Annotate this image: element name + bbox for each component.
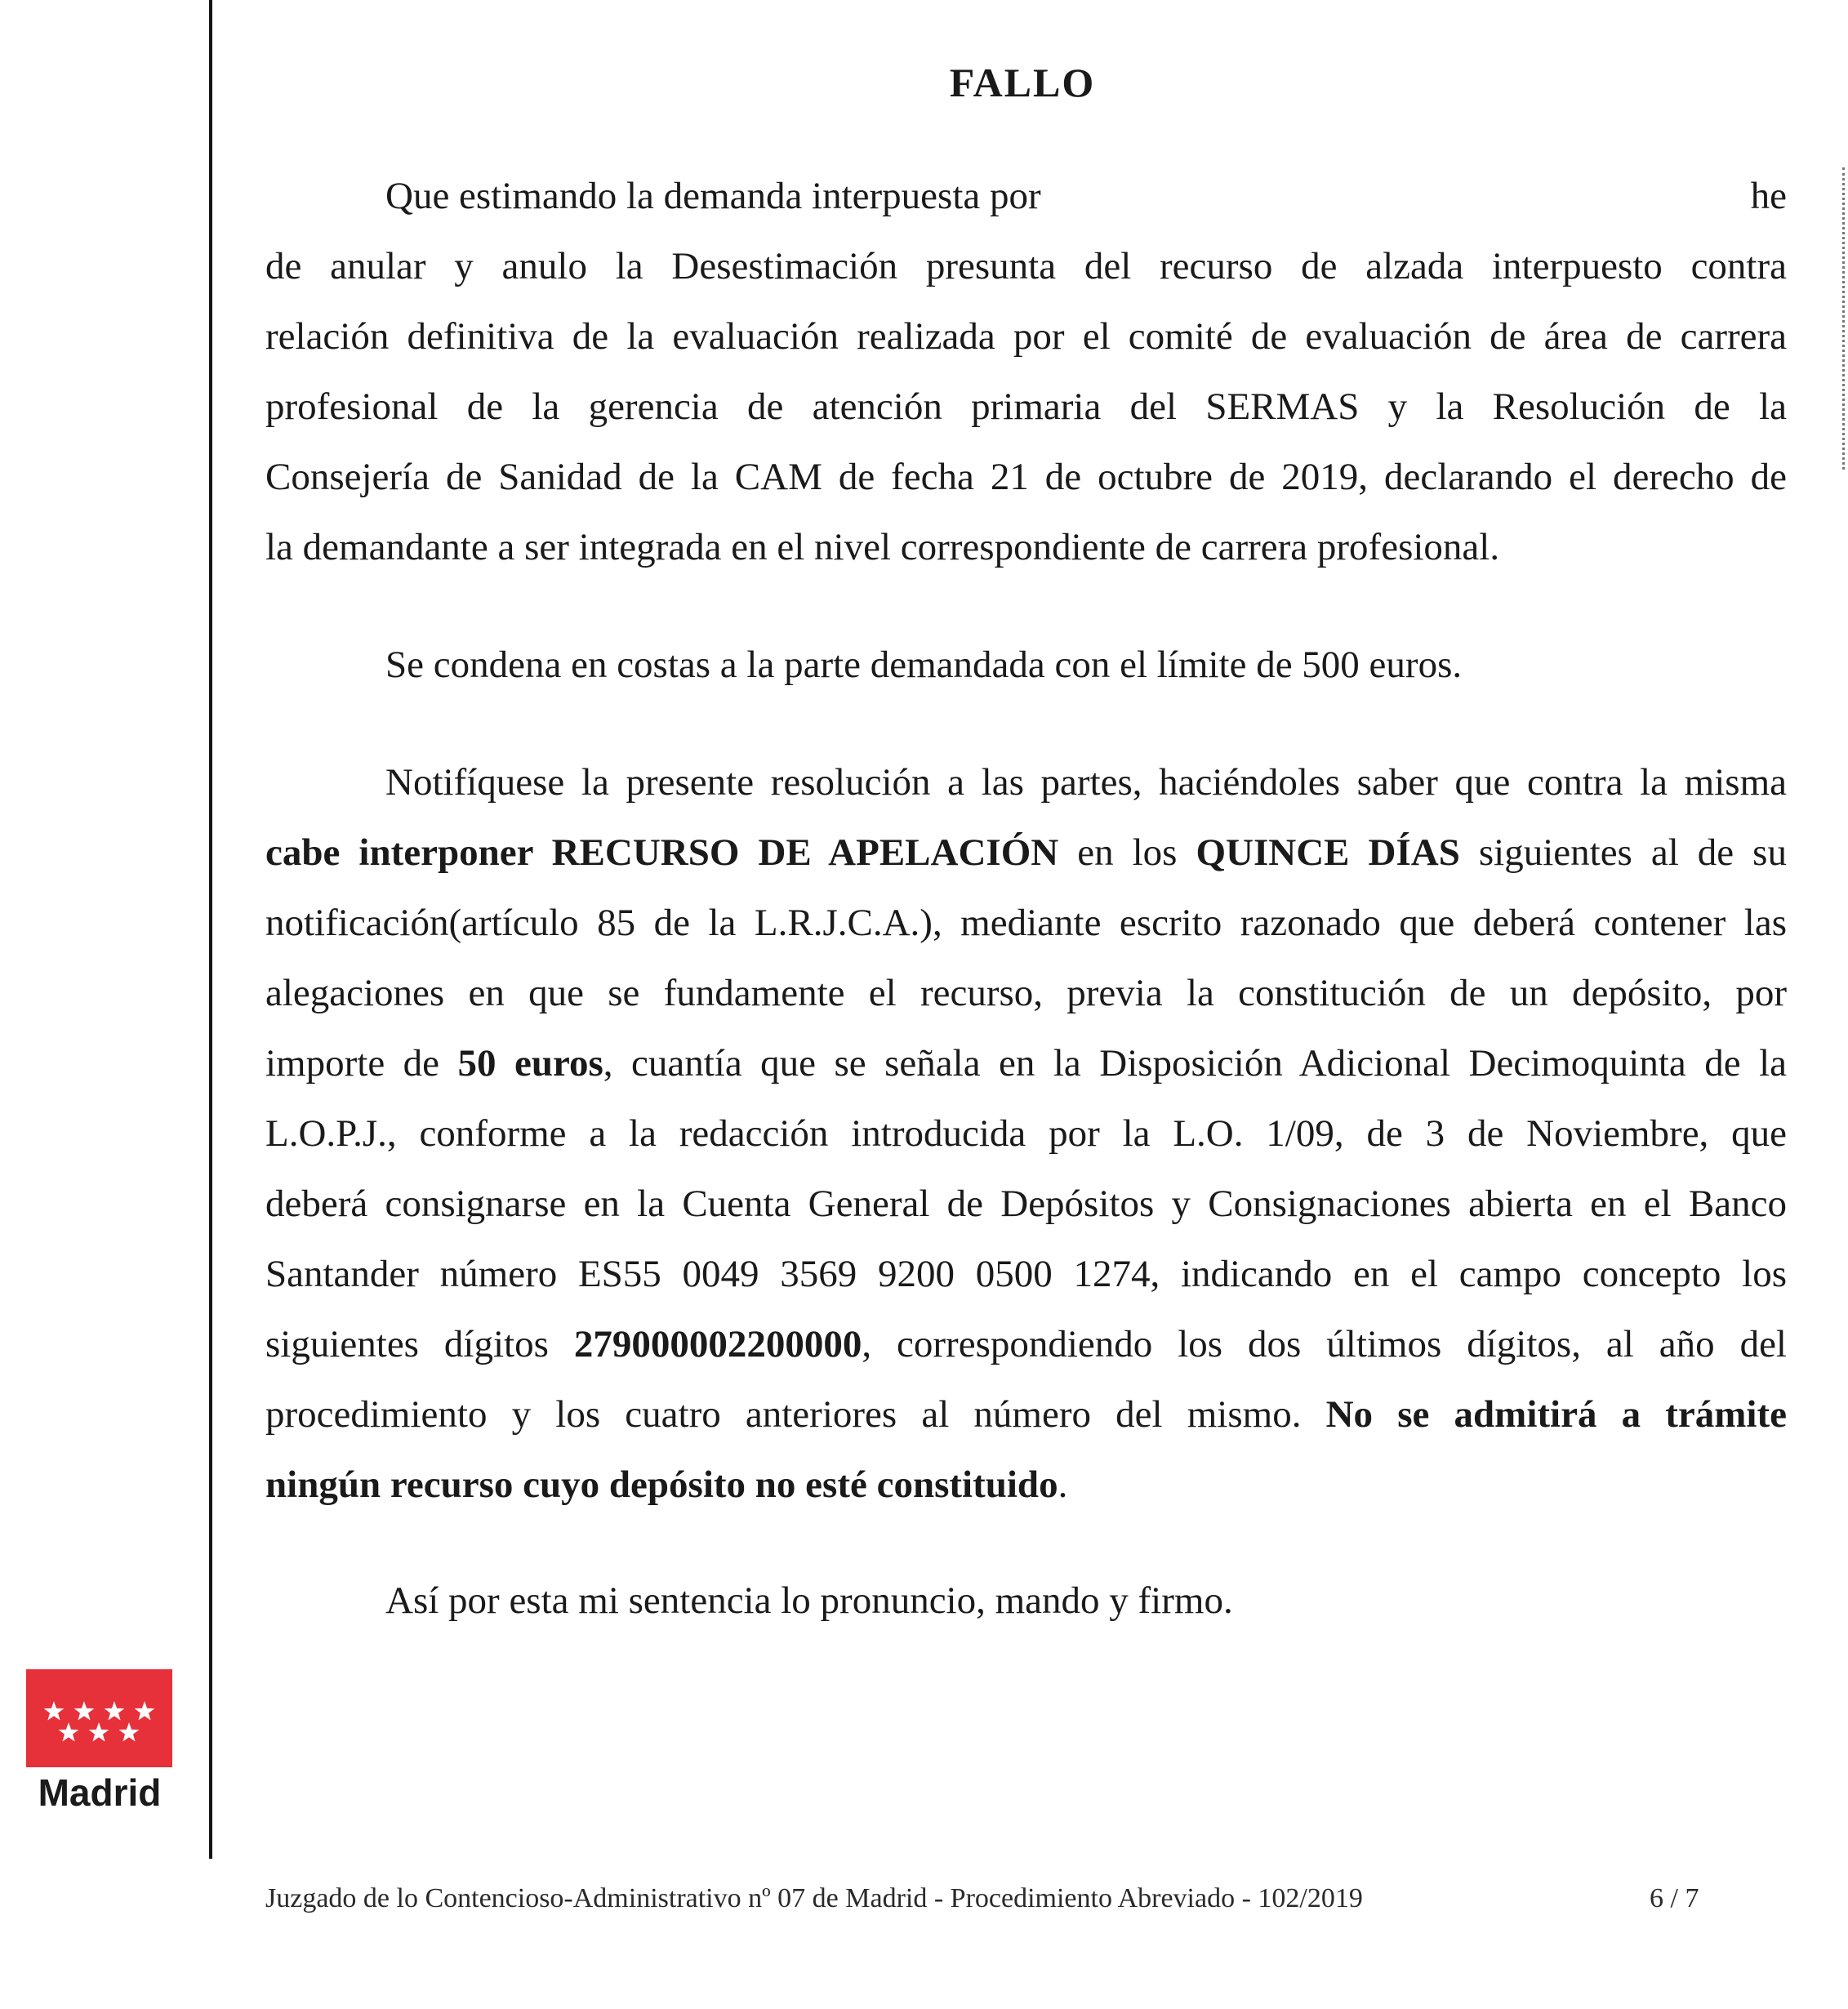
- text-span: procedimiento y los cuatro anteriores al número del mismo.: [265, 1393, 1326, 1436]
- star-icon: [105, 1701, 125, 1721]
- text-span: , cuantía que se señala en la Disposición Adicional Decimoquinta de la: [603, 1042, 1787, 1085]
- paragraph-2: Se condena en costas a la parte demandada con el límite de 500 euros.: [385, 644, 1463, 686]
- margin-rule: [209, 0, 212, 1859]
- footer-text: Juzgado de lo Contencioso-Administrativo nº 07 de Madrid - Procedimiento Abreviado - 102/2019: [265, 1883, 1363, 1913]
- bold-text: 50 euros: [457, 1042, 603, 1085]
- paragraph-1-line: relación definitiva de la evaluación realizada por el comité de evaluación de área de carrera: [265, 315, 1787, 358]
- text-span: , correspondiendo los dos últimos dígitos, al año del: [862, 1323, 1787, 1365]
- paragraph-3-line: [265, 828, 1787, 877]
- paragraph-3-line: L.O.P.J., conforme a la redacción introducida por la L.O. 1/09, de 3 de Noviembre, que: [265, 1112, 1787, 1155]
- text-span: en los: [1058, 831, 1196, 874]
- page-number: 6 / 7: [1650, 1883, 1699, 1913]
- text-span: importe de: [265, 1042, 458, 1085]
- star-icon: [119, 1722, 140, 1742]
- bold-text: QUINCE DÍAS: [1196, 831, 1460, 874]
- stars-icon: [26, 1669, 172, 1767]
- paragraph-1-line: la demandante a ser integrada en el nivel correspondiente de carrera profesional.: [265, 526, 1500, 568]
- star-icon: [44, 1701, 65, 1721]
- text-span: he: [1750, 175, 1787, 217]
- bold-text: cabe interponer RECURSO DE APELACIÓN: [265, 831, 1059, 874]
- paragraph-1-line: Consejería de Sanidad de la CAM de fecha 21 de octubre de 2019, declarando el derecho de: [265, 456, 1787, 498]
- paragraph-3-line: notificación(artículo 85 de la L.R.J.C.A.), mediante escrito razonado que deberá contener las: [265, 902, 1787, 944]
- bold-text: ningún recurso cuyo depósito no esté constituido: [265, 1463, 1058, 1506]
- paragraph-3-line: alegaciones en que se fundamente el recurso, previa la constitución de un depósito, por: [265, 972, 1787, 1014]
- scan-edge-mark: [1842, 167, 1845, 470]
- section-title: FALLO: [949, 60, 1096, 105]
- paragraph-4: Así por esta mi sentencia lo pronuncio, mando y firmo.: [385, 1579, 1233, 1622]
- paragraph-1-line-1: [385, 172, 1787, 220]
- text-span: siguientes dígitos: [265, 1323, 574, 1365]
- paragraph-1-line: de anular y anulo la Desestimación presunta del recurso de alzada interpuesto contra: [265, 245, 1787, 287]
- text-span: siguientes al de su: [1459, 831, 1787, 874]
- star-icon: [74, 1701, 95, 1721]
- text-span: .: [1058, 1463, 1068, 1506]
- bold-text: 279000002200000: [573, 1323, 862, 1365]
- bold-text: No se admitirá a trámite: [1325, 1393, 1787, 1436]
- paragraph-3-line: Santander número ES55 0049 3569 9200 0500 1274, indicando en el campo concepto los: [265, 1253, 1787, 1295]
- comunidad-de-madrid-flag-icon: [26, 1669, 172, 1767]
- paragraph-3-line: Notifíquese la presente resolución a las partes, haciéndoles saber que contra la misma: [385, 761, 1787, 804]
- paragraph-3-line: [265, 1320, 1787, 1369]
- star-icon: [59, 1722, 79, 1742]
- star-icon: [89, 1722, 109, 1742]
- star-icon: [135, 1701, 155, 1721]
- paragraph-3-line: [265, 1390, 1787, 1439]
- text-span: Que estimando la demanda interpuesta por: [385, 175, 1041, 217]
- paragraph-3-line: [265, 1039, 1787, 1088]
- paragraph-1-line: profesional de la gerencia de atención primaria del SERMAS y la Resolución de la: [265, 385, 1787, 428]
- logo-label: Madrid: [38, 1771, 162, 1814]
- paragraph-3-line: deberá consignarse en la Cuenta General de Depósitos y Consignaciones abierta en el Banco: [265, 1183, 1787, 1225]
- paragraph-3-line: [265, 1460, 1787, 1509]
